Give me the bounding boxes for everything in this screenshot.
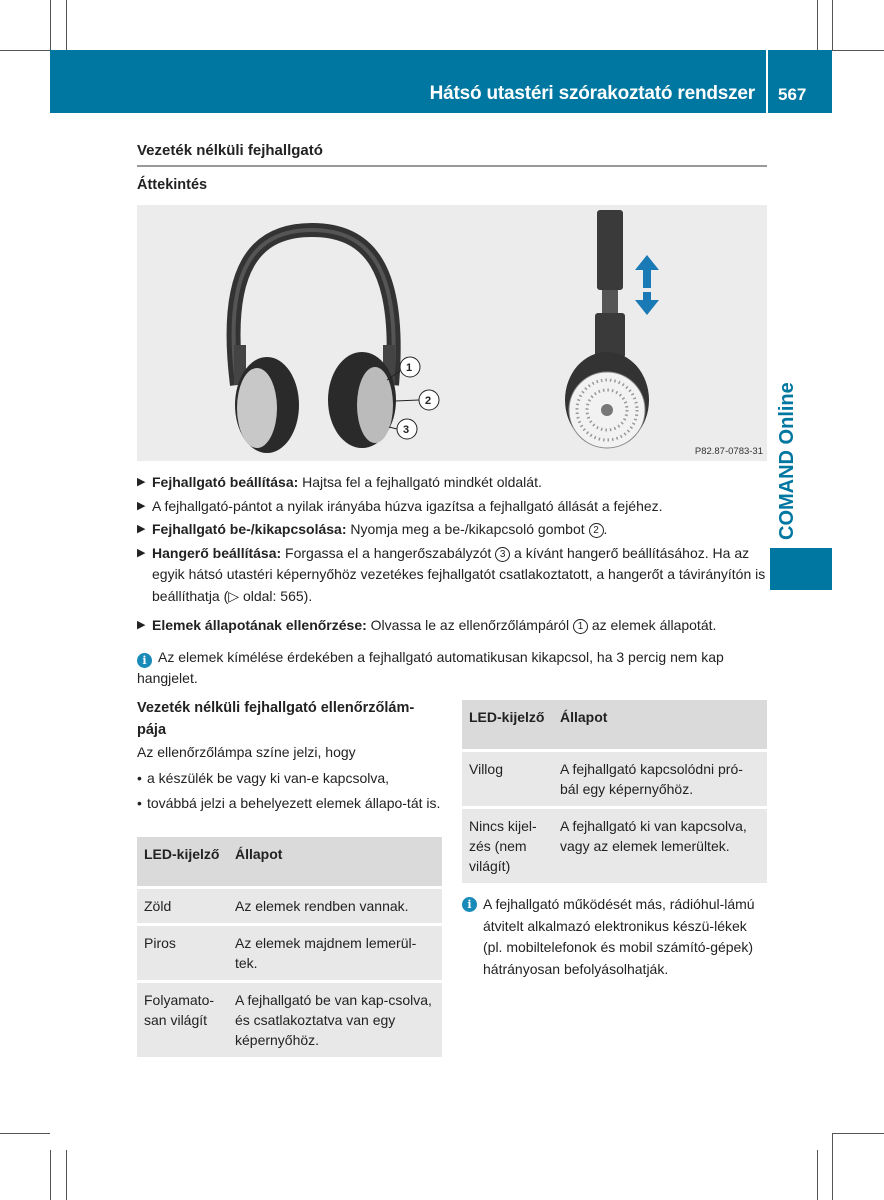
instruction-item: ▶ Elemek állapotának ellenőrzése: Olvassa le az ellenőrzőlámpáról 1 az elemek állapotát.	[137, 615, 769, 637]
table-header: LED-kijelző Állapot	[462, 700, 767, 750]
header-band	[50, 50, 832, 113]
headphone-illustration	[137, 205, 767, 461]
crop-mark	[50, 0, 51, 50]
arrow-bullet-icon: ▶	[137, 499, 146, 512]
table-row: Nincs kijel-zés (nem világít) A fejhallgató ki van kapcsolva, vagy az elemek lemerültek.	[462, 807, 767, 883]
led-section	[137, 698, 442, 815]
arrow-bullet-icon: ▶	[137, 523, 146, 535]
callout-ref: 3	[495, 547, 510, 562]
crop-mark	[832, 1133, 833, 1200]
led-table-left	[137, 837, 442, 1057]
crop-mark	[50, 1150, 51, 1200]
crop-mark	[66, 0, 67, 50]
info-note-interference: i A fejhallgató működését más, rádióhul-lámú átvitelt alkalmazó elektronikus készü-lékek (pl. mobiltelefonok és mobil számító-gépek) hátrányosan befolyásolhatják.	[462, 894, 768, 980]
crop-mark	[832, 1133, 884, 1134]
led-table-right	[462, 700, 767, 883]
section-title: Vezeték nélküli fejhallgató	[137, 142, 767, 167]
info-icon: i	[462, 897, 477, 912]
arrow-bullet-icon: ▶	[137, 476, 146, 488]
page-number: 567	[778, 85, 807, 104]
chapter-title: Hátsó utastéri szórakoztató rendszer	[429, 83, 755, 104]
page-reference-link[interactable]: ▷ oldal: 565	[228, 587, 304, 604]
crop-mark	[66, 1150, 67, 1200]
callout-ref: 1	[573, 619, 588, 634]
callout-2: 2	[425, 395, 432, 407]
led-intro: Az ellenőrzőlámpa színe jelzi, hogy	[137, 744, 356, 760]
instruction-item: ▶ Fejhallgató be-/kikapcsolása: Nyomja meg a be-/kikapcsoló gombot 2 .	[137, 519, 769, 541]
instruction-item: ▶ Fejhallgató beállítása: Hajtsa fel a fejhallgató mindkét oldalát.	[137, 472, 769, 494]
headphone-figure	[137, 205, 767, 461]
arrow-bullet-icon: ▶	[137, 619, 146, 631]
crop-mark	[817, 1150, 818, 1200]
led-list	[137, 768, 442, 815]
overview-heading: Áttekintés	[137, 177, 208, 193]
callout-ref: 2	[589, 523, 604, 538]
table-row: Villog A fejhallgató kapcsolódni pró-bál egy képernyőhöz.	[462, 750, 767, 807]
header-divider	[766, 50, 768, 113]
crop-mark	[0, 1133, 50, 1134]
instruction-item: ▶ Hangerő beállítása: Forgassa el a hangerőszabályzót 3 a kívánt hangerő beállításához. Ha az egyik hátsó utastéri képernyőhöz vezetékes fejhallgatót csatlakoztatott, a hangerőt a távirányítón is beállíthatja (▷ oldal: 565).	[137, 544, 766, 604]
instruction-list	[137, 472, 769, 690]
crop-mark	[832, 0, 833, 50]
table-header: LED-kijelző Állapot	[137, 837, 442, 887]
side-tab-marker	[770, 548, 832, 590]
info-note: i Az elemek kímélése érdekében a fejhallgató automatikusan kikapcsol, ha 3 percig nem kap hangjelet.	[137, 648, 724, 686]
side-tab-label: COMAND Online	[776, 382, 798, 540]
crop-mark	[0, 50, 50, 51]
info-icon: i	[137, 653, 152, 668]
led-section-title: Vezeték nélküli fejhallgató ellenőrzőlám-pája	[137, 700, 415, 738]
list-item: • a készülék be vagy ki van-e kapcsolva,	[137, 768, 442, 790]
callout-1: 1	[406, 362, 413, 374]
list-item: • továbbá jelzi a behelyezett elemek állapo-tát is.	[137, 793, 442, 815]
figure-id: P82.87-0783-31	[694, 446, 763, 457]
table-row: Folyamato-san világít A fejhallgató be van kap-csolva, és csatlakoztatva van egy képernyőhöz.	[137, 981, 442, 1057]
arrow-bullet-icon: ▶	[137, 546, 146, 559]
table-row: Piros Az elemek majdnem lemerül-tek.	[137, 924, 442, 981]
table-row: Zöld Az elemek rendben vannak.	[137, 887, 442, 924]
crop-mark	[817, 0, 818, 50]
crop-mark	[832, 50, 884, 51]
callout-3: 3	[403, 424, 410, 436]
instruction-item: ▶ A fejhallgató-pántot a nyilak irányába húzva igazítsa a fejhallgató állását a fejéhez.	[137, 496, 769, 518]
